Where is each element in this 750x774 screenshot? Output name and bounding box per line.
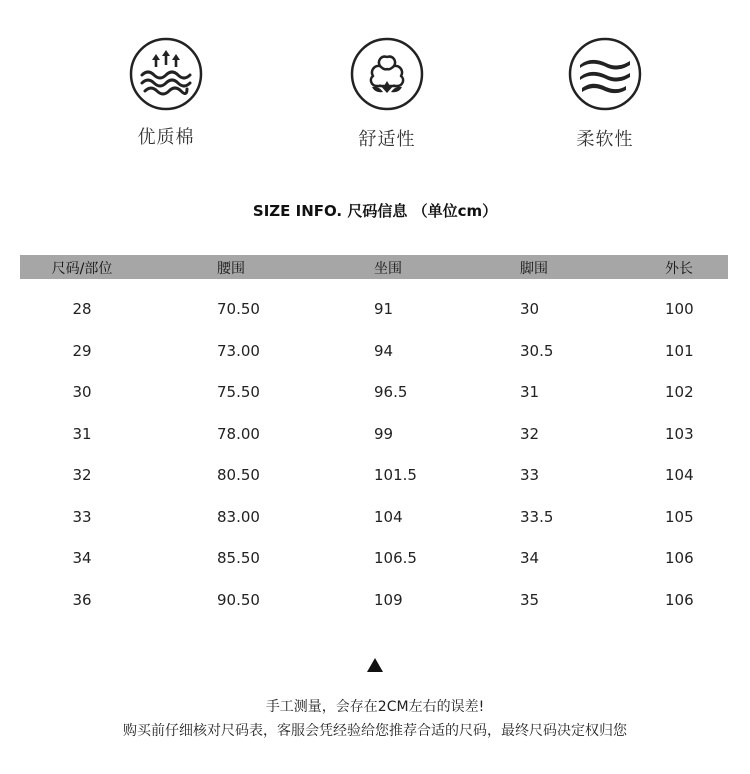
cell-waist: 85.50 <box>217 549 260 567</box>
cell-size: 31 <box>72 424 92 443</box>
cell-leg-opening: 30.5 <box>520 341 554 360</box>
table-row <box>20 287 728 329</box>
cell-hip: 99 <box>374 424 394 443</box>
cell-hip: 106.5 <box>374 549 417 567</box>
size-advice-note: 购买前仔细核对尺码表，客服会凭经验给您推荐合适的尺码，最终尺码决定权归您 <box>123 723 627 739</box>
cell-size: 32 <box>72 466 92 484</box>
triangle-up-icon <box>367 658 383 672</box>
cell-hip: 109 <box>374 590 403 609</box>
cell-length: 105 <box>665 507 694 526</box>
feature-comfort <box>327 37 447 151</box>
table-row <box>20 453 728 495</box>
table-row <box>20 536 728 578</box>
feature-label: 柔软性 <box>576 129 634 150</box>
cell-waist: 78.00 <box>217 424 260 443</box>
cell-length: 101 <box>665 341 694 360</box>
cell-leg-opening: 33 <box>520 466 540 484</box>
cell-waist: 73.00 <box>217 341 260 360</box>
cell-leg-opening: 33.5 <box>520 507 554 526</box>
cell-length: 104 <box>665 466 694 484</box>
cell-leg-opening: 35 <box>520 590 540 609</box>
cell-waist: 70.50 <box>217 300 260 318</box>
table-row <box>20 329 728 371</box>
cell-waist: 90.50 <box>217 590 260 609</box>
cell-size: 28 <box>72 300 92 318</box>
cell-hip: 91 <box>374 300 394 318</box>
cell-length: 106 <box>665 549 694 567</box>
table-row <box>20 578 728 620</box>
feature-label: 优质棉 <box>137 127 195 148</box>
cell-length: 103 <box>665 424 694 443</box>
cell-length: 106 <box>665 590 694 609</box>
measurement-note: 手工测量，会存在2CM左右的误差! <box>265 699 485 715</box>
feature-quality-cotton <box>106 37 226 149</box>
cell-leg-opening: 31 <box>520 383 540 401</box>
soft-wave-icon <box>568 37 642 111</box>
table-row <box>20 370 728 412</box>
cell-hip: 101.5 <box>374 466 417 484</box>
table-body <box>20 279 728 619</box>
size-table <box>20 255 728 619</box>
feature-softness <box>545 37 665 151</box>
cell-hip: 104 <box>374 507 403 526</box>
cell-size: 33 <box>72 507 92 526</box>
header-hip: 坐围 <box>374 261 402 277</box>
feature-label: 舒适性 <box>358 129 416 150</box>
cell-size: 34 <box>72 549 92 567</box>
cell-waist: 80.50 <box>217 466 260 484</box>
cell-length: 102 <box>665 383 694 401</box>
cell-size: 29 <box>72 341 92 360</box>
cell-length: 100 <box>665 300 694 318</box>
header-length: 外长 <box>665 261 693 277</box>
cell-leg-opening: 32 <box>520 424 540 443</box>
table-header <box>20 255 728 279</box>
cotton-flower-icon <box>350 37 424 111</box>
table-row <box>20 412 728 454</box>
header-waist: 腰围 <box>217 261 245 277</box>
cell-leg-opening: 30 <box>520 300 540 318</box>
table-row <box>20 495 728 537</box>
fabric-wave-icon <box>129 37 203 111</box>
cell-waist: 75.50 <box>217 383 260 401</box>
cell-hip: 94 <box>374 341 394 360</box>
header-leg-opening: 脚围 <box>520 261 548 277</box>
header-size: 尺码/部位 <box>51 261 113 277</box>
size-info-title: SIZE INFO. 尺码信息 （单位cm） <box>252 202 498 220</box>
cell-size: 36 <box>72 590 92 609</box>
cell-hip: 96.5 <box>374 383 408 401</box>
cell-size: 30 <box>72 383 92 401</box>
cell-leg-opening: 34 <box>520 549 540 567</box>
cell-waist: 83.00 <box>217 507 260 526</box>
